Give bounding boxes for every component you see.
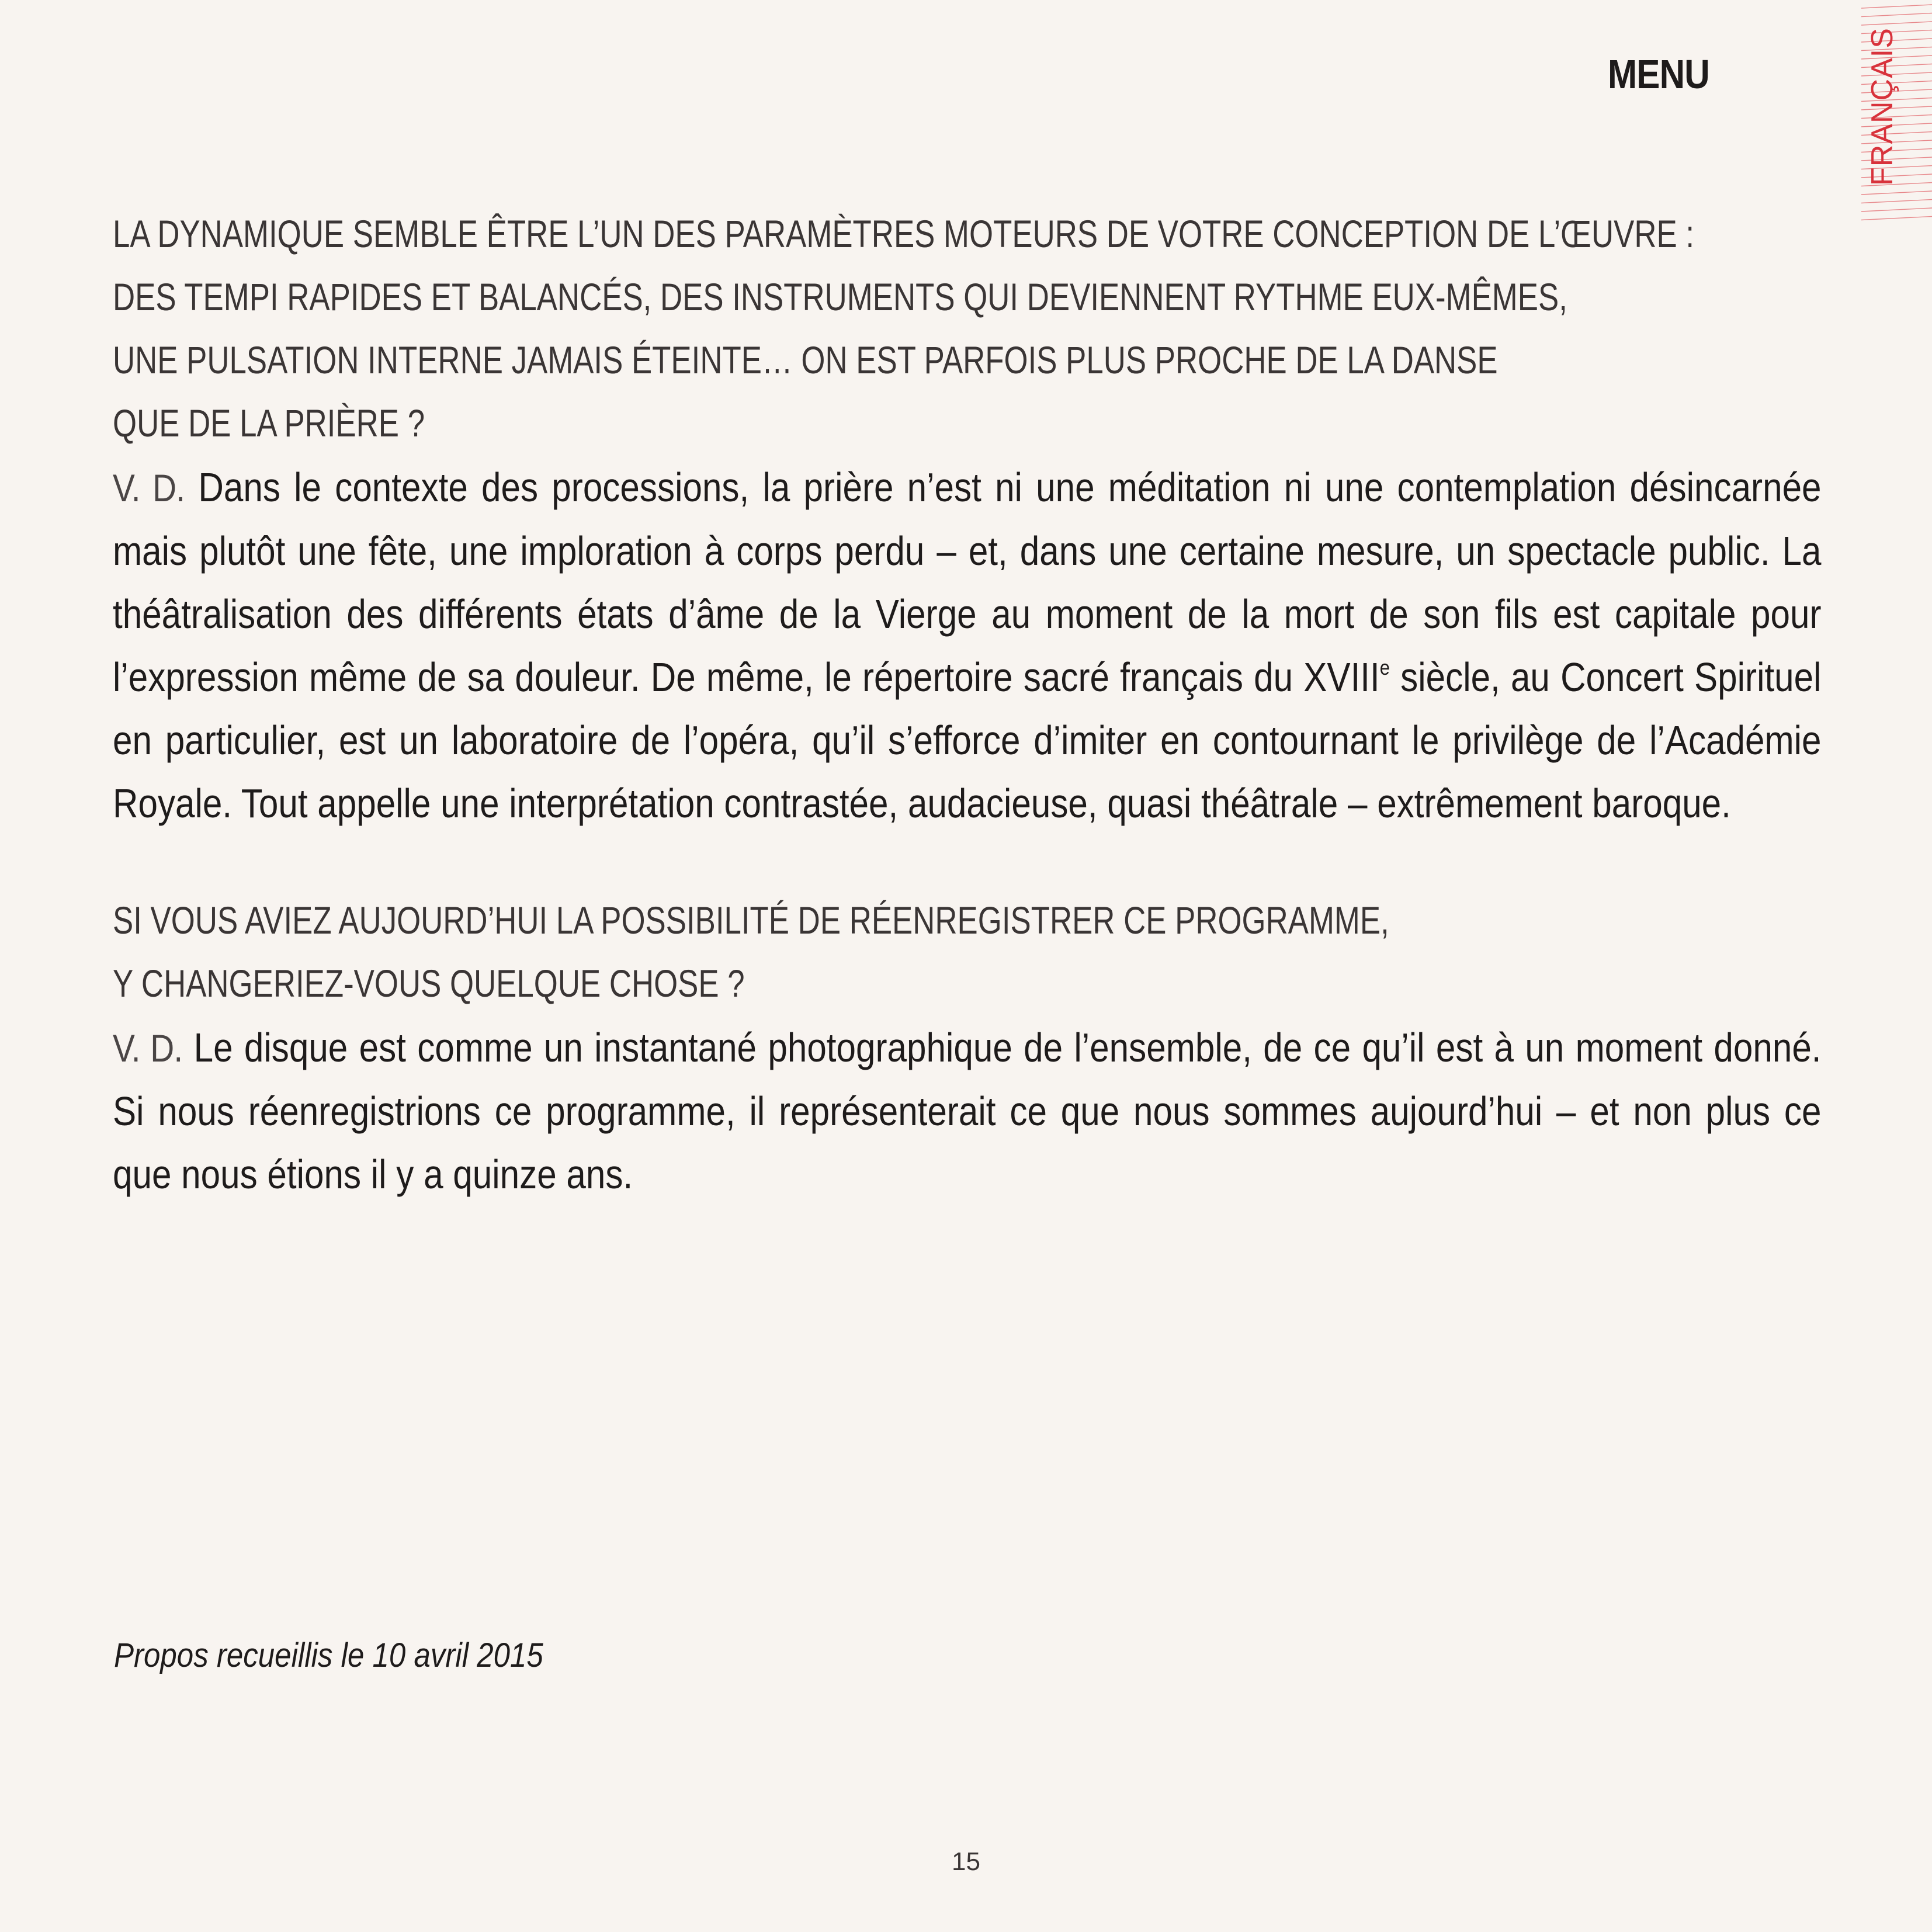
hatch-line xyxy=(1861,217,1932,220)
question-line: Y CHANGERIEZ-VOUS QUELQUE CHOSE ? xyxy=(113,962,745,1005)
hatch-line xyxy=(1861,191,1932,195)
speaker-initials: V. D. xyxy=(113,1026,183,1070)
answer-text: Le disque est comme un instantané photographique de l’ensemble, de ce qu’il est à un moment donné. Si nous réenregistrions ce programme, il représenterait ce que nous sommes aujourd’hui – et non plus ce que nous étions il y a quinze ans. xyxy=(113,1025,1822,1197)
question-line: DES TEMPI RAPIDES ET BALANCÉS, DES INSTRUMENTS QUI DEVIENNENT RYTHME EUX-MÊMES, xyxy=(113,275,1567,318)
question-line: QUE DE LA PRIÈRE ? xyxy=(113,401,425,445)
hatch-line xyxy=(1861,208,1932,211)
question-line: UNE PULSATION INTERNE JAMAIS ÉTEINTE… ON EST PARFOIS PLUS PROCHE DE LA DANSE xyxy=(113,338,1498,381)
page-number: 15 xyxy=(952,1847,980,1876)
language-tab[interactable] xyxy=(1858,0,1932,234)
interview-question xyxy=(113,202,1821,455)
hatch-line xyxy=(1861,13,1932,17)
answer-text: Dans le contexte des processions, la prière n’est ni une méditation ni une contemplation désincarnée mais plutôt une fête, une imploration à corps perdu – et, dans une certaine mesure, un spectacle public. La théâtralisation des différents états d’âme de la Vierge au moment de la mort de son fils est capitale pour l’expression même de sa douleur. De même, le répertoire sacré français du XVIII xyxy=(113,464,1822,700)
interview-credit: Propos recueillis le 10 avril 2015 xyxy=(114,1636,543,1674)
answer-text-continued: siècle, au Concert Spirituel en particulier, est un laboratoire de l’opéra, qu’il s’efforce d’imiter en contournant le privilège de l’Académie Royale. Tout appelle une interprétation contrastée, audacieuse, quasi théâtrale – extrêmement baroque. xyxy=(113,654,1822,826)
language-label: FRANÇAIS xyxy=(1865,27,1899,186)
interview-question xyxy=(113,889,1821,1015)
question-line: LA DYNAMIQUE SEMBLE ÊTRE L’UN DES PARAMÈTRES MOTEURS DE VOTRE CONCEPTION DE L’ŒUVRE : xyxy=(113,212,1695,255)
menu-link[interactable]: MENU xyxy=(1608,51,1709,97)
interview-answer xyxy=(113,1016,1822,1206)
question-line: SI VOUS AVIEZ AUJOURD’HUI LA POSSIBILITÉ DE RÉENREGISTRER CE PROGRAMME, xyxy=(113,899,1389,942)
interview-answer xyxy=(113,456,1822,835)
interview-content xyxy=(113,202,1821,1206)
hatch-line xyxy=(1861,200,1932,203)
hatch-line xyxy=(1861,5,1932,8)
speaker-initials: V. D. xyxy=(113,466,185,509)
superscript: e xyxy=(1379,655,1390,679)
